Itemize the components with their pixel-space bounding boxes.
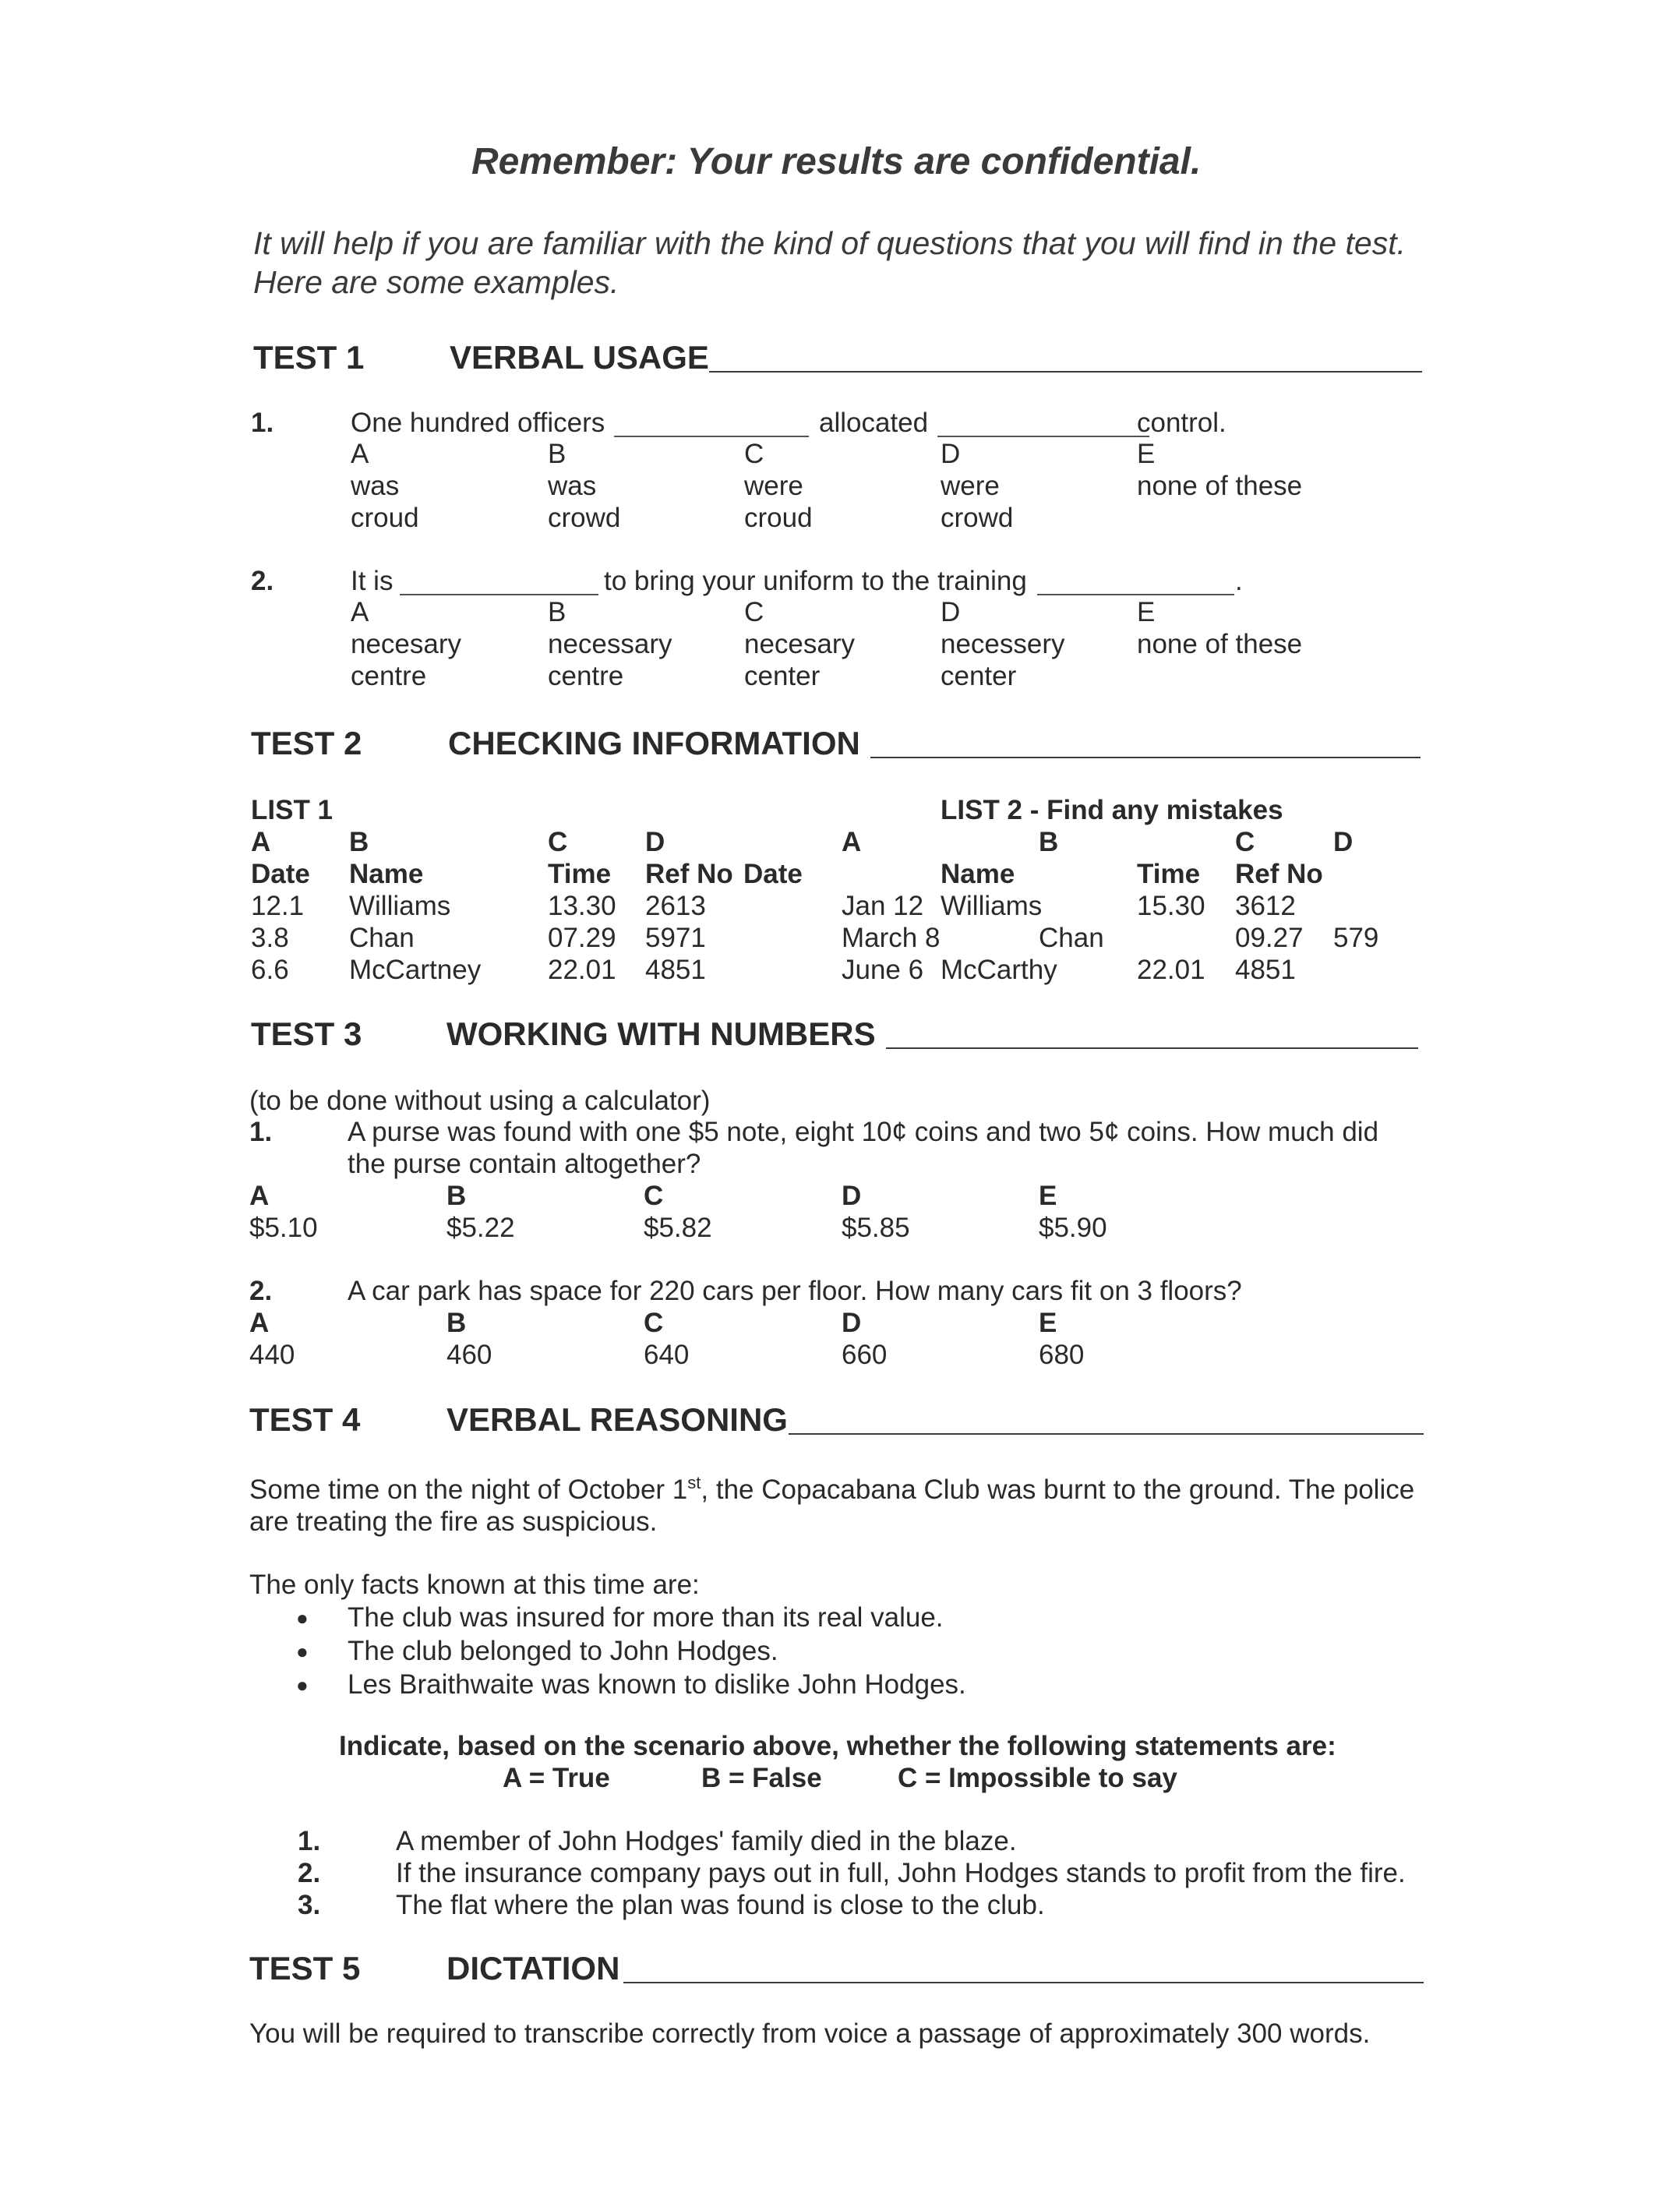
option-line2: crowd [941,503,1014,533]
table-cell: Chan [1039,923,1104,953]
option-line2: centre [548,661,624,691]
table-cell: 5971 [645,923,706,953]
table-cell: Jan 12 [842,891,924,921]
table-cell: Chan [349,923,415,953]
test1-name: VERBAL USAGE [450,339,709,376]
table-cell: Williams [941,891,1043,921]
table-cell: McCartney [349,955,482,985]
table-cell: 22.01 [548,955,616,985]
list2-title: LIST 2 - Find any mistakes [941,795,1283,825]
table-cell: McCarthy [941,955,1057,985]
column-header: Ref No [645,859,733,889]
table-cell: June 6 [842,955,924,985]
option-line1: necesary [744,629,856,659]
bullet-icon: ● [296,1640,309,1663]
table-cell: 13.30 [548,891,616,921]
column-letter: A [251,827,271,857]
test4-number: TEST 4 [249,1401,361,1438]
test1-number: TEST 1 [253,339,365,376]
table-cell: 12.1 [251,891,305,921]
intro-text: It will help if you are familiar with the kind of questions that you will find in the test. Here are some examples. [253,225,1406,300]
column-letter: A [842,827,862,857]
test2-name: CHECKING INFORMATION [448,725,860,761]
option-letter: E [1039,1308,1057,1338]
table-cell: 07.29 [548,923,616,953]
table-cell: Williams [349,891,451,921]
column-letter: B [349,827,369,857]
column-header: Ref No [1235,859,1323,889]
statement-text: If the insurance company pays out in full, John Hodges stands to profit from the fire. [396,1858,1406,1888]
option-line1: necessary [548,629,672,659]
option-answer: 640 [644,1340,690,1370]
list-item: The club belonged to John Hodges. [348,1636,778,1666]
page-title: Remember: Your results are confidential. [471,141,1202,182]
option-letter: D [941,439,961,469]
test5-heading-rule [623,1982,1424,1983]
option-letter: B [548,597,566,627]
option-answer: 440 [249,1340,295,1370]
test1-q2-blank2 [1037,594,1234,595]
option-letter: C [644,1181,664,1211]
column-header: Name [941,859,1015,889]
table-cell: 22.01 [1137,955,1205,985]
option-answer: $5.90 [1039,1213,1107,1243]
table-cell: 15.30 [1137,891,1205,921]
test1-q2-number: 2. [251,566,274,596]
scenario-line1: Some time on the night of October 1st, the Copacabana Club was burnt to the ground. The police [249,1473,1415,1505]
statement-number: 3. [298,1890,321,1920]
statement-text: A member of John Hodges' family died in the blaze. [396,1826,1017,1856]
option-letter: D [842,1308,862,1338]
statement-number: 2. [298,1858,321,1888]
test1-q2-text-part1: It is [351,566,394,596]
test3-q1-number: 1. [249,1117,273,1147]
option-answer: $5.10 [249,1213,318,1243]
test3-heading-rule [886,1047,1418,1049]
key-true: A = True [503,1763,610,1793]
option-line2: center [744,661,821,691]
option-letter: A [351,597,369,627]
test1-q1-blank1 [614,436,809,437]
table-cell: 3.8 [251,923,289,953]
key-false: B = False [701,1763,822,1793]
option-letter: A [249,1308,270,1338]
statement-text: The flat where the plan was found is close to the club. [396,1890,1045,1920]
test1-heading-rule [709,371,1422,373]
bullet-icon: ● [296,1673,309,1697]
option-letter: A [249,1181,270,1211]
option-line2: center [941,661,1017,691]
option-letter: C [744,597,764,627]
test2-heading-rule [870,757,1421,758]
test1-q1-text-part3: control. [1137,408,1226,438]
option-letter: D [941,597,961,627]
option-answer: 660 [842,1340,888,1370]
test5-name: DICTATION [446,1950,620,1986]
option-line2: croud [744,503,813,533]
table-cell: 09.27 [1235,923,1304,953]
option-line1: necesary [351,629,462,659]
column-letter: C [1235,827,1255,857]
column-header: Name [349,859,424,889]
test3-note: (to be done without using a calculator) [249,1086,711,1116]
option-answer: 460 [446,1340,492,1370]
table-cell: 3612 [1235,891,1296,921]
option-answer: $5.22 [446,1213,515,1243]
test1-q1-number: 1. [251,408,274,438]
test5-number: TEST 5 [249,1950,361,1986]
statement-number: 1. [298,1826,321,1856]
test1-q1-blank2 [937,436,1149,437]
column-letter: B [1039,827,1059,857]
option-letter: C [744,439,764,469]
table-cell: 579 [1333,923,1379,953]
option-line1: was [548,471,597,501]
option-letter: E [1039,1181,1057,1211]
list-item: Les Braithwaite was known to dislike John Hodges. [348,1669,966,1700]
test1-q2-text-part3: . [1235,566,1243,596]
column-header: Time [1137,859,1201,889]
option-line1: none of these [1137,471,1303,501]
table-cell: 6.6 [251,955,289,985]
table-cell: March 8 [842,923,941,953]
option-line1: were [941,471,1000,501]
table-cell: 4851 [1235,955,1296,985]
table-cell: 2613 [645,891,706,921]
test2-number: TEST 2 [251,725,362,761]
option-line1: were [744,471,803,501]
test3-name: WORKING WITH NUMBERS [446,1015,876,1052]
option-letter: C [644,1308,664,1338]
test3-q2-number: 2. [249,1276,273,1306]
option-line1: was [351,471,400,501]
option-letter: A [351,439,369,469]
option-answer: 680 [1039,1340,1085,1370]
list1-title: LIST 1 [251,795,334,825]
option-letter: E [1137,439,1156,469]
test4-heading-rule [789,1433,1424,1435]
bullet-icon: ● [296,1606,309,1630]
test3-q1-line1: A purse was found with one $5 note, eight 10¢ coins and two 5¢ coins. How much did [348,1117,1379,1147]
option-letter: B [446,1308,467,1338]
test3-q1-line2: the purse contain altogether? [348,1149,701,1179]
option-line1: necessery [941,629,1065,659]
test1-q1-text-part1: One hundred officers [351,408,605,438]
column-header: Date [251,859,310,889]
option-letter: B [446,1181,467,1211]
scenario-line2: are treating the fire as suspicious. [249,1506,658,1537]
column-letter: D [1333,827,1354,857]
table-cell: 4851 [645,955,706,985]
option-line2: crowd [548,503,621,533]
option-line1: none of these [1137,629,1303,659]
facts-intro: The only facts known at this time are: [249,1570,700,1600]
column-header: Time [548,859,612,889]
option-letter: D [842,1181,862,1211]
list-item: The club was insured for more than its real value. [348,1602,944,1633]
column-letter: C [548,827,568,857]
instruction-text: Indicate, based on the scenario above, whether the following statements are: [339,1731,1336,1761]
option-answer: $5.82 [644,1213,712,1243]
test4-name: VERBAL REASONING [446,1401,788,1438]
column-letter: D [645,827,665,857]
test1-q2-blank1 [400,594,598,595]
option-letter: E [1137,597,1156,627]
test1-q2-text-part2: to bring your uniform to the training [604,566,1027,596]
test3-number: TEST 3 [251,1015,362,1052]
dictation-text: You will be required to transcribe correctly from voice a passage of approximately 300 words. [249,2018,1371,2049]
option-letter: B [548,439,566,469]
test1-q1-text-part2: allocated [819,408,929,438]
key-impossible: C = Impossible to say [898,1763,1177,1793]
option-line2: centre [351,661,427,691]
test3-q2-line1: A car park has space for 220 cars per floor. How many cars fit on 3 floors? [348,1276,1242,1306]
column-header: Date [743,859,803,889]
option-line2: croud [351,503,419,533]
option-answer: $5.85 [842,1213,910,1243]
